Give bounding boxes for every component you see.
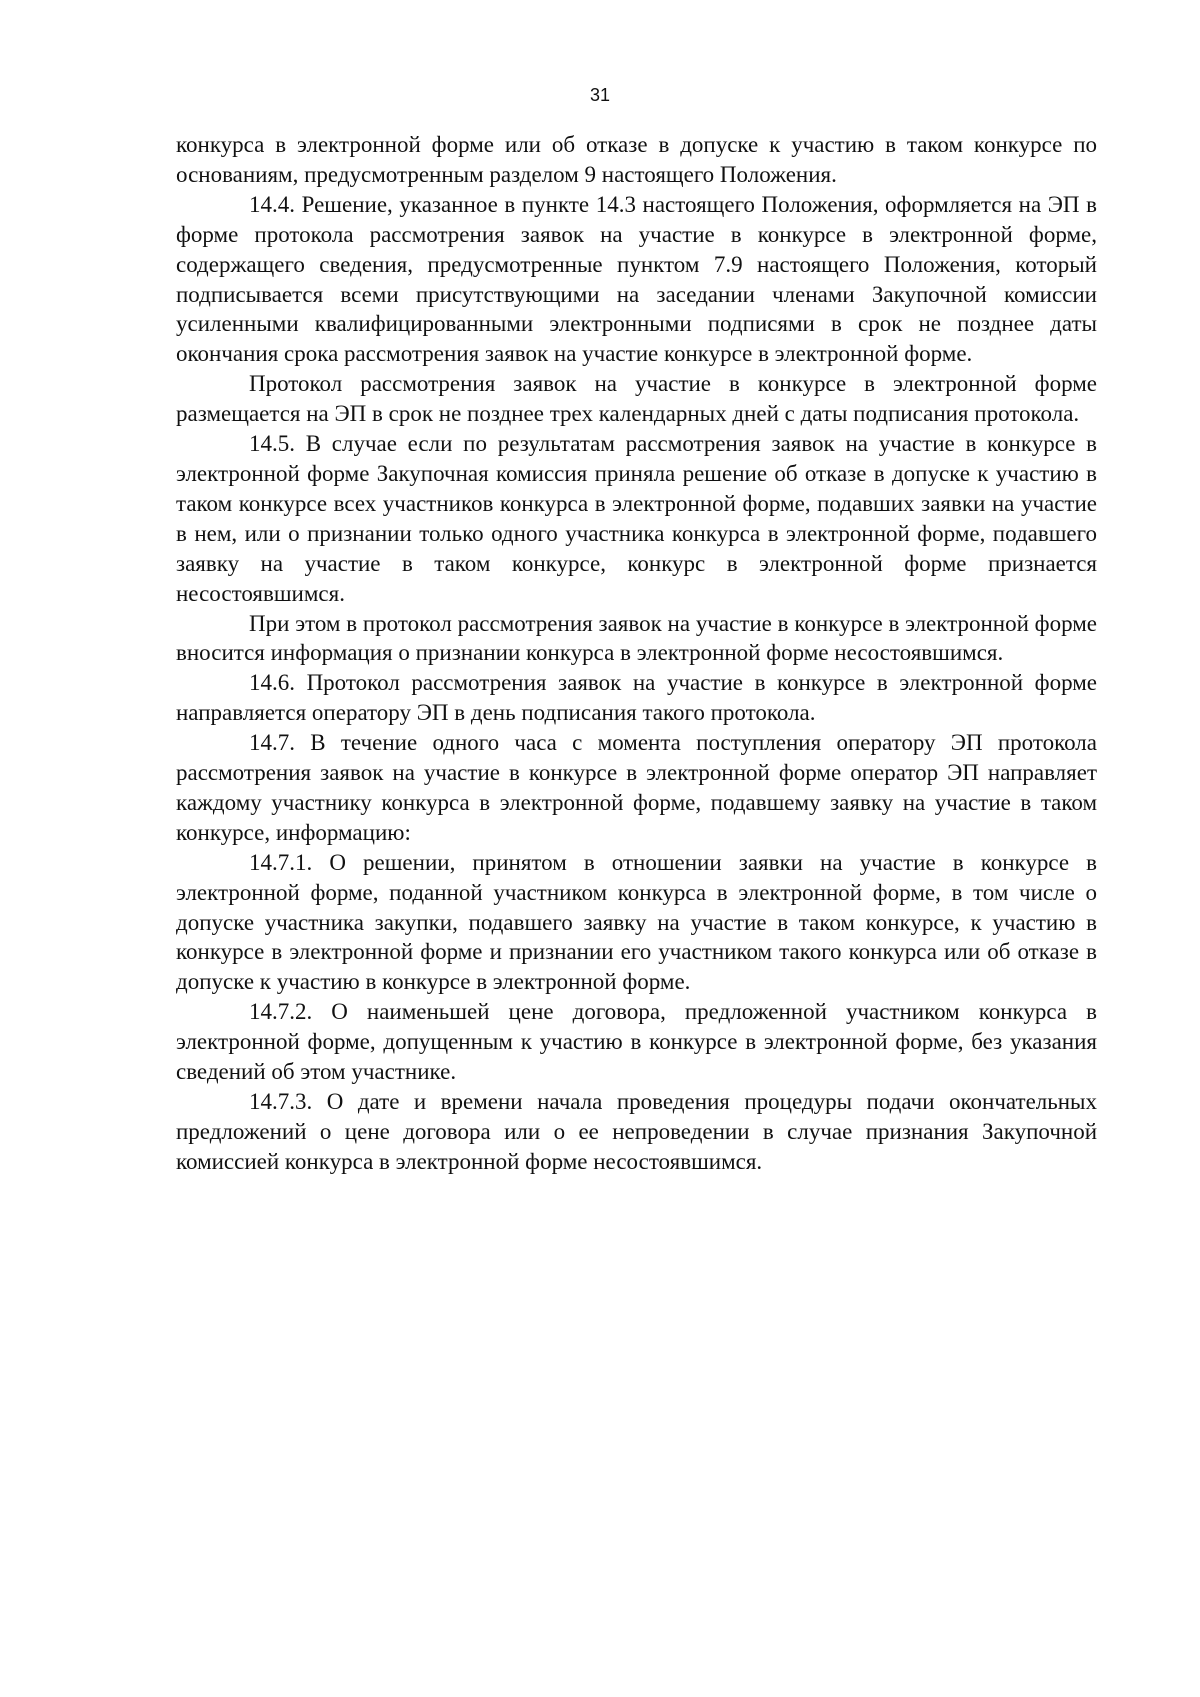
paragraph-4: 14.5. В случае если по результатам рассмотрения заявок на участие в конкурсе в электронной форме Закупочная комиссия приняла решение об отказе в допуске к участию в таком конкурсе всех участников конкурса в электронной форме, подавших заявки на участие в нем, или о признании только одного участника конкурса в электронной форме, подавшего заявку на участие в таком конкурсе, конкурс в электронной форме признается несостоявшимся. — [176, 431, 1097, 606]
paragraph-3: Протокол рассмотрения заявок на участие в конкурсе в электронной форме размещается на ЭП в срок не позднее трех календарных дней с даты подписания протокола. — [176, 371, 1097, 427]
paragraph-9: 14.7.2. О наименьшей цене договора, предложенной участником конкурса в электронной форме, допущенным к участию в конкурсе в электронной форме, без указания сведений об этом участнике. — [176, 999, 1097, 1085]
paragraph-6: 14.6. Протокол рассмотрения заявок на участие в конкурсе в электронной форме направляется оператору ЭП в день подписания такого протокола. — [176, 670, 1097, 726]
paragraph-7: 14.7. В течение одного часа с момента поступления оператору ЭП протокола рассмотрения заявок на участие в конкурсе в электронной форме оператор ЭП направляет каждому участнику конкурса в электронной форме, подавшему заявку на участие в таком конкурсе, информацию: — [176, 730, 1097, 845]
paragraph-5: При этом в протокол рассмотрения заявок на участие в конкурсе в электронной форме вносится информация о признании конкурса в электронной форме несостоявшимся. — [176, 610, 1097, 666]
body-text — [176, 130, 1097, 1177]
paragraph-2: 14.4. Решение, указанное в пункте 14.3 настоящего Положения, оформляется на ЭП в форме протокола рассмотрения заявок на участие в конкурсе в электронной форме, содержащего сведения, предусмотренные пунктом 7.9 настоящего Положения, который подписывается всеми присутствующими на заседании членами Закупочной комиссии усиленными квалифицированными электронными подписями в срок не позднее даты окончания срока рассмотрения заявок на участие конкурсе в электронной форме. — [176, 191, 1097, 367]
paragraph-1: конкурса в электронной форме или об отказе в допуске к участию в таком конкурсе по основаниям, предусмотренным разделом 9 настоящего Положения. — [176, 132, 1097, 187]
paragraph-8: 14.7.1. О решении, принятом в отношении заявки на участие в конкурсе в электронной форме, поданной участником конкурса в электронной форме, в том числе о допуске участника закупки, подавшего заявку на участие в таком конкурсе, к участию в конкурсе в электронной форме и признании его участником такого конкурса или об отказе в допуске к участию в конкурсе в электронной форме. — [176, 849, 1097, 995]
page-number: 31 — [589, 85, 611, 105]
paragraph-10: 14.7.3. О дате и времени начала проведения процедуры подачи окончательных предложений о цене договора или о ее непроведении в случае признания Закупочной комиссией конкурса в электронной форме несостоявшимся. — [176, 1089, 1097, 1174]
